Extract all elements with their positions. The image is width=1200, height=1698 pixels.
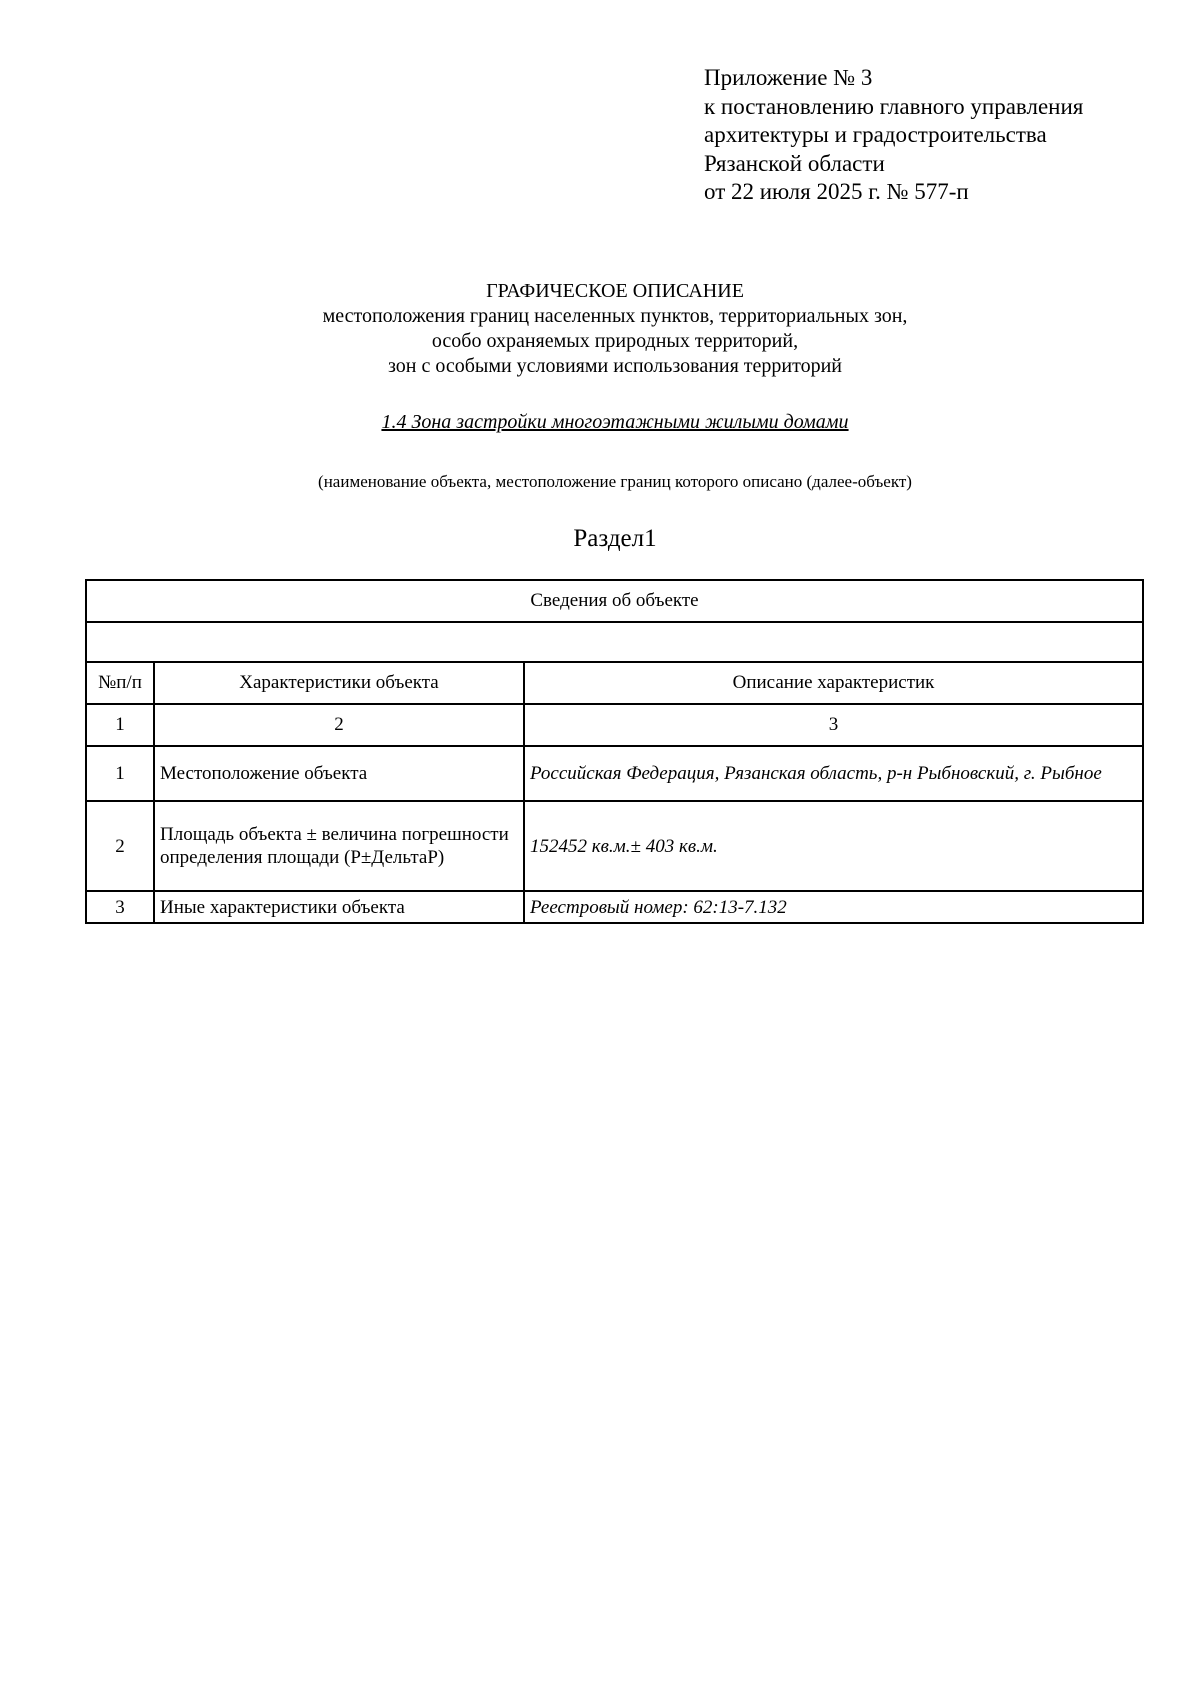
appendix-line: Приложение № 3 [704, 65, 873, 90]
appendix-line: к постановлению главного управления [704, 93, 1084, 119]
column-header-description: Описание характеристик [524, 662, 1143, 704]
table-empty-row [86, 622, 1143, 662]
column-number: 1 [86, 704, 154, 746]
title-line: местоположения границ населенных пунктов, территориальных зон, [322, 305, 908, 327]
table-row [86, 801, 1143, 891]
appendix-block [704, 64, 1083, 207]
table-column-numbers [86, 704, 1143, 746]
table-row [86, 746, 1143, 801]
appendix-line: архитектуры и градостроительства [704, 122, 1047, 147]
document-title [0, 279, 1200, 379]
title-line: зон с особыми условиями использования территорий [387, 355, 843, 377]
object-info-table [85, 579, 1144, 924]
table-column-headers [86, 662, 1143, 704]
column-header-characteristic: Характеристики объекта [154, 662, 524, 704]
column-header-number: №п/п [86, 662, 154, 704]
object-name-text: 1.4 Зона застройки многоэтажными жилыми домами [381, 411, 849, 433]
title-heading: ГРАФИЧЕСКОЕ ОПИСАНИЕ [486, 280, 744, 302]
row-number: 2 [86, 801, 154, 891]
table-header: Сведения об объекте [86, 580, 1143, 622]
object-name [0, 410, 1200, 435]
section-title: Раздел1 [573, 525, 657, 552]
table-empty-cell [86, 622, 1143, 662]
title-line: особо охраняемых природных территорий, [431, 330, 799, 352]
table-header-row [86, 580, 1143, 622]
row-number: 3 [86, 891, 154, 923]
table-row [86, 891, 1143, 923]
row-characteristic: Иные характеристики объекта [154, 891, 524, 923]
row-number: 1 [86, 746, 154, 801]
appendix-date: от 22 июля 2025 г. № 577-п [704, 179, 969, 204]
row-description: Реестровый номер: 62:13-7.132 [524, 891, 1143, 923]
column-number: 2 [154, 704, 524, 746]
row-description: 152452 кв.м.± 403 кв.м. [524, 801, 1143, 891]
object-caption: (наименование объекта, местоположение границ которого описано (далее-объект) [318, 472, 912, 491]
row-characteristic: Местоположение объекта [154, 746, 524, 801]
column-number: 3 [524, 704, 1143, 746]
appendix-line: Рязанской области [704, 150, 885, 176]
row-characteristic: Площадь объекта ± величина погрешности определения площади (Р±ДельтаР) [154, 801, 524, 891]
row-description: Российская Федерация, Рязанская область, р-н Рыбновский, г. Рыбное [524, 746, 1143, 801]
